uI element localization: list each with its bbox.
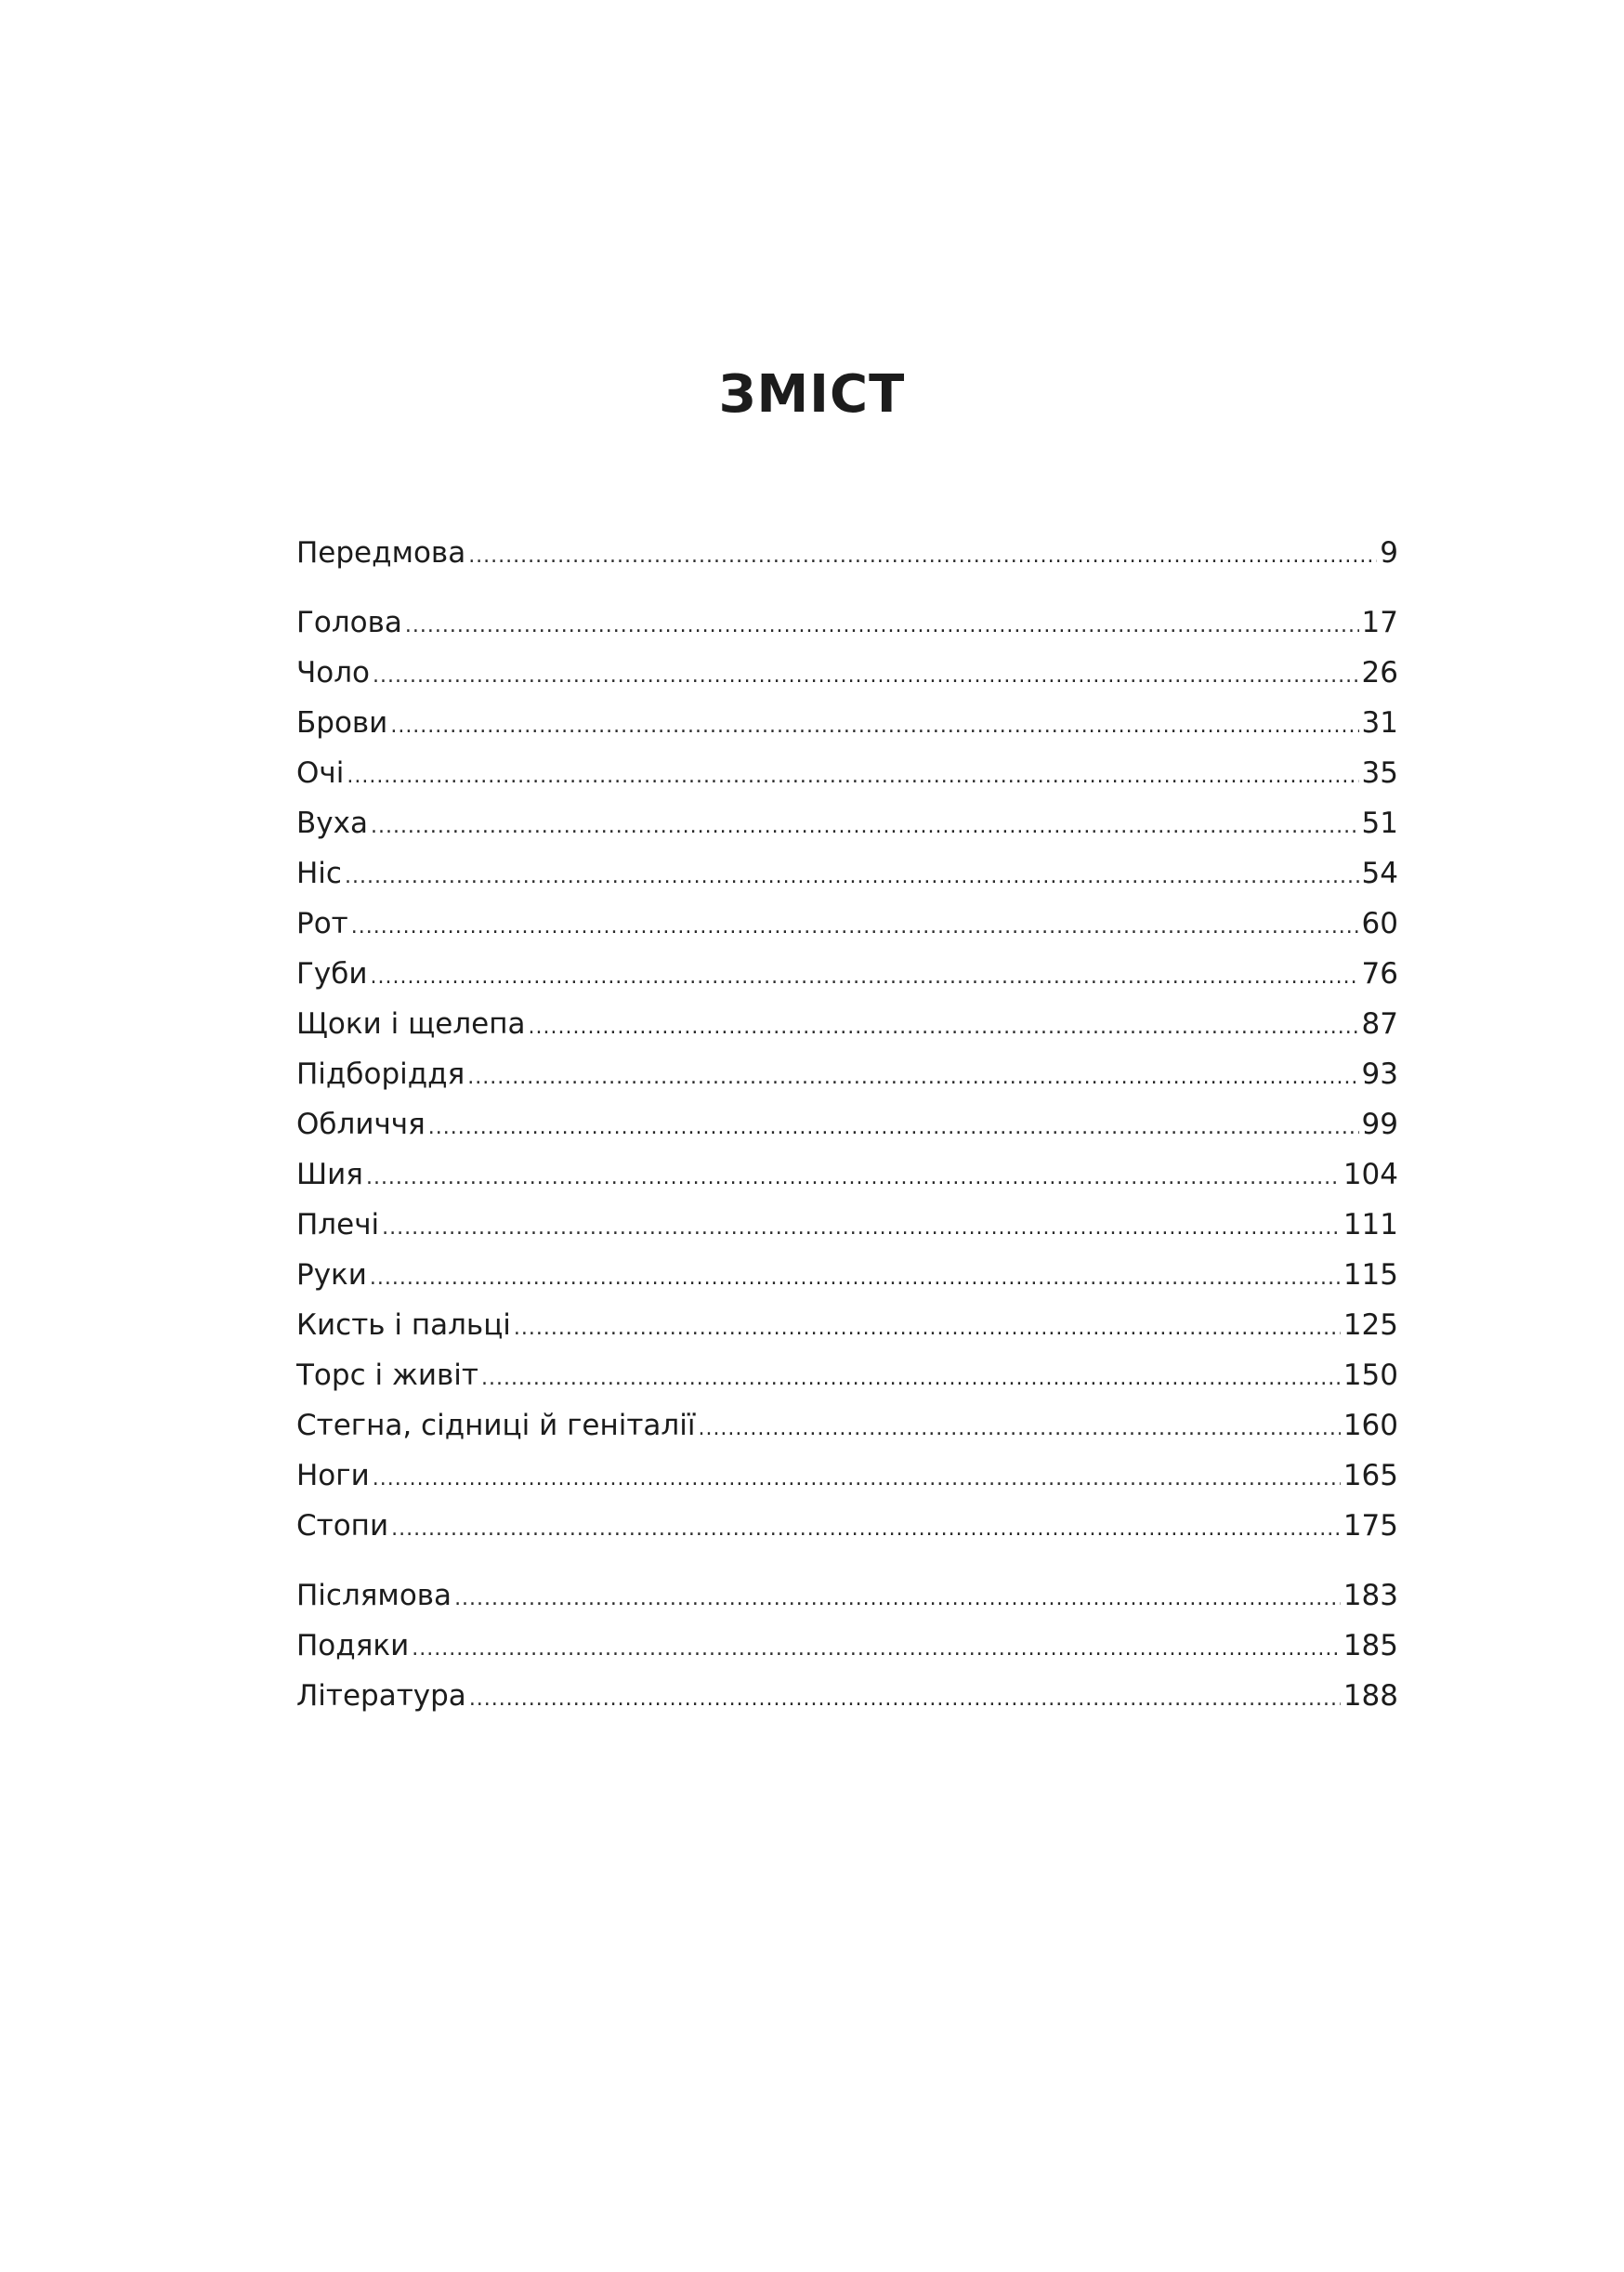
toc-entry[interactable] [296,949,1398,999]
toc-entry-label: Щоки і щелепа [296,1007,526,1041]
toc-entry[interactable] [296,1049,1398,1099]
toc-entry[interactable] [296,1200,1398,1250]
toc-entry[interactable] [296,1400,1398,1451]
dot-leader [454,1574,1341,1621]
dot-leader [373,1454,1341,1501]
toc-entry-label: Література [296,1679,466,1713]
toc-entry[interactable] [296,1149,1398,1200]
toc-entry-page-number: 111 [1342,1208,1398,1241]
toc-entry[interactable] [296,1300,1398,1350]
dot-leader [347,752,1358,798]
toc-entry-label: Губи [296,957,368,991]
toc-entry-page-number: 93 [1361,1057,1398,1091]
toc-entry-label: Ніс [296,857,342,890]
toc-entry[interactable] [296,1570,1398,1621]
toc-entry[interactable] [296,698,1398,748]
dot-leader [373,651,1359,698]
toc-entry-label: Кисть і пальці [296,1308,511,1342]
toc-entry[interactable] [296,1621,1398,1671]
toc-entry-label: Брови [296,706,388,740]
toc-entry[interactable] [296,1099,1398,1149]
toc-group [296,528,1398,578]
toc-entry-label: Плечі [296,1208,380,1241]
toc-entry-page-number: 35 [1361,756,1398,790]
dot-leader [468,532,1377,578]
toc-entry-page-number: 9 [1380,536,1398,570]
toc-entry[interactable] [296,1501,1398,1551]
toc-entry-label: Торс і живіт [296,1359,478,1392]
toc-entry-label: Руки [296,1258,367,1292]
toc-entry-label: Подяки [296,1629,410,1662]
toc-entry-label: Чоло [296,656,370,689]
toc-entry-label: Ноги [296,1459,370,1492]
toc-entry-label: Післямова [296,1579,452,1612]
toc-entry-label: Очі [296,756,345,790]
dot-leader [371,802,1359,848]
dot-leader [698,1404,1340,1451]
dot-leader [412,1624,1341,1671]
toc-entry-page-number: 150 [1342,1359,1398,1392]
dot-leader [391,1504,1341,1551]
toc-entry[interactable] [296,798,1398,848]
toc-entry-page-number: 165 [1342,1459,1398,1492]
toc-entry-label: Голова [296,606,402,639]
toc-entry-label: Рот [296,907,348,940]
toc-entry[interactable] [296,999,1398,1049]
toc-entry-label: Обличчя [296,1108,426,1141]
toc-entry-page-number: 54 [1361,857,1398,890]
toc-entry-label: Передмова [296,536,466,570]
toc-entry-page-number: 17 [1361,606,1398,639]
toc-entry-page-number: 160 [1342,1409,1398,1442]
toc-entry-label: Шия [296,1158,363,1191]
toc-entry-page-number: 185 [1342,1629,1398,1662]
toc-entry-page-number: 60 [1361,907,1398,940]
dot-leader [390,702,1358,748]
toc-group [296,598,1398,1551]
page-title: ЗМІСТ [718,364,906,425]
toc-entry[interactable] [296,598,1398,648]
toc-entry[interactable] [296,1451,1398,1501]
toc-entry[interactable] [296,528,1398,578]
toc-entry[interactable] [296,848,1398,899]
toc-entry-page-number: 31 [1361,706,1398,740]
dot-leader [345,852,1359,899]
toc-entry-page-number: 76 [1361,957,1398,991]
toc-group [296,1570,1398,1721]
dot-leader [428,1103,1359,1149]
dot-leader [405,601,1359,648]
toc-entry-label: Вуха [296,807,368,840]
toc-entry-label: Стопи [296,1509,389,1543]
toc-entry-page-number: 175 [1342,1509,1398,1543]
toc-entry[interactable] [296,1250,1398,1300]
dot-leader [382,1203,1341,1250]
toc-entry-page-number: 99 [1361,1108,1398,1141]
toc-entry-label: Стегна, сідниці й геніталії [296,1409,696,1442]
dot-leader [514,1304,1341,1350]
dot-leader [371,952,1359,999]
toc-entry-page-number: 115 [1342,1258,1398,1292]
dot-leader [467,1053,1358,1099]
toc-entry[interactable] [296,748,1398,798]
dot-leader [370,1254,1341,1300]
toc-entry-page-number: 104 [1342,1158,1398,1191]
toc-entry-page-number: 26 [1361,656,1398,689]
dot-leader [481,1354,1341,1400]
toc-entry-label: Підборіддя [296,1057,465,1091]
toc-entry[interactable] [296,1350,1398,1400]
toc-entry[interactable] [296,899,1398,949]
toc-entry[interactable] [296,648,1398,698]
toc-entry-page-number: 87 [1361,1007,1398,1041]
toc-entry-page-number: 183 [1342,1579,1398,1612]
dot-leader [469,1674,1341,1721]
toc-entry-page-number: 51 [1361,807,1398,840]
table-of-contents [296,528,1398,1721]
dot-leader [351,902,1359,949]
dot-leader [529,1003,1359,1049]
toc-entry[interactable] [296,1671,1398,1721]
toc-entry-page-number: 125 [1342,1308,1398,1342]
dot-leader [366,1153,1341,1200]
toc-entry-page-number: 188 [1342,1679,1398,1713]
